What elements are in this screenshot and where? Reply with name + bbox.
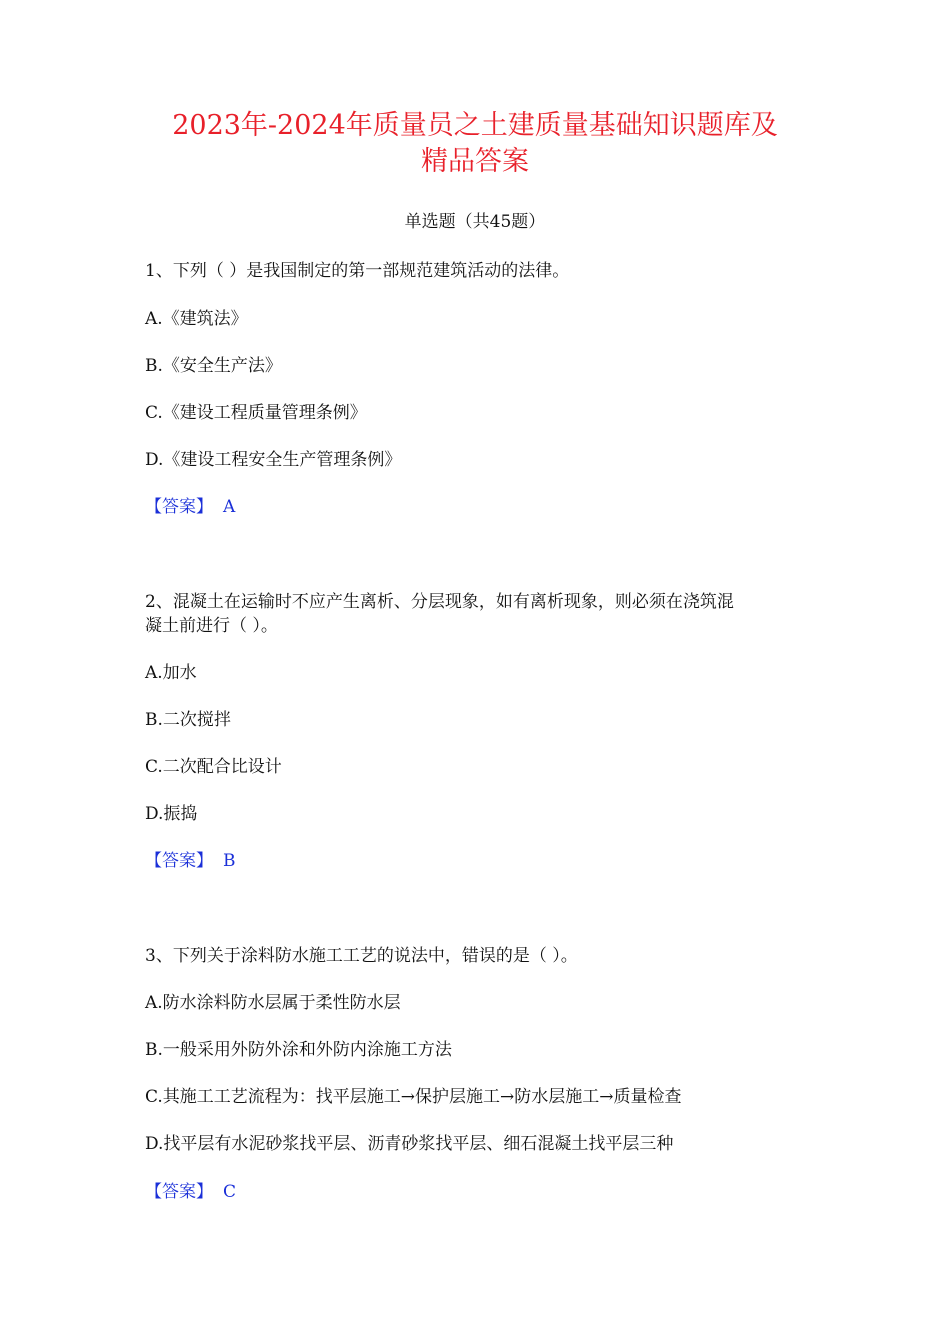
- question-3-stem: 3、下列关于涂料防水施工工艺的说法中，错误的是（ ）。: [145, 946, 578, 966]
- answer-label: 【答案】: [145, 497, 213, 517]
- question-1-option-d: D.《建设工程安全生产管理条例》: [145, 450, 402, 470]
- question-3-option-b: B.一般采用外防外涂和外防内涂施工方法: [145, 1040, 452, 1060]
- question-2-answer: [145, 848, 236, 874]
- question-3-option-d: D.找平层有水泥砂浆找平层、沥青砂浆找平层、细石混凝土找平层三种: [145, 1134, 674, 1154]
- question-2-option-b: B.二次搅拌: [145, 710, 231, 730]
- question-3-option-a: A.防水涂料防水层属于柔性防水层: [145, 993, 401, 1013]
- document-title-line2: 精品答案: [421, 146, 529, 177]
- question-3-answer: [145, 1179, 236, 1205]
- question-1-option-a: A.《建筑法》: [145, 309, 248, 329]
- question-1-option-b: B.《安全生产法》: [145, 356, 282, 376]
- question-3-option-c: C.其施工工艺流程为：找平层施工→保护层施工→防水层施工→质量检查: [145, 1087, 682, 1107]
- question-2-stem-line1: 2、混凝土在运输时不应产生离析、分层现象，如有离析现象，则必须在浇筑混: [145, 592, 734, 612]
- answer-label: 【答案】: [145, 1182, 213, 1202]
- question-1-option-c: C.《建设工程质量管理条例》: [145, 403, 367, 423]
- question-2-stem-line2: 凝土前进行（ ）。: [145, 616, 278, 636]
- section-header: 单选题（共45题）: [404, 212, 546, 232]
- document-title-line1: 2023年-2024年质量员之土建质量基础知识题库及: [172, 110, 778, 141]
- answer-label: 【答案】: [145, 851, 213, 871]
- question-1-answer: [145, 494, 235, 520]
- answer-value: B: [223, 851, 236, 871]
- question-2-option-c: C.二次配合比设计: [145, 757, 282, 777]
- answer-value: C: [223, 1182, 237, 1202]
- question-2-option-a: A.加水: [145, 663, 197, 683]
- question-2-option-d: D.振捣: [145, 804, 198, 824]
- question-1-stem: 1、下列（ ）是我国制定的第一部规范建筑活动的法律。: [145, 261, 570, 281]
- answer-value: A: [223, 497, 236, 517]
